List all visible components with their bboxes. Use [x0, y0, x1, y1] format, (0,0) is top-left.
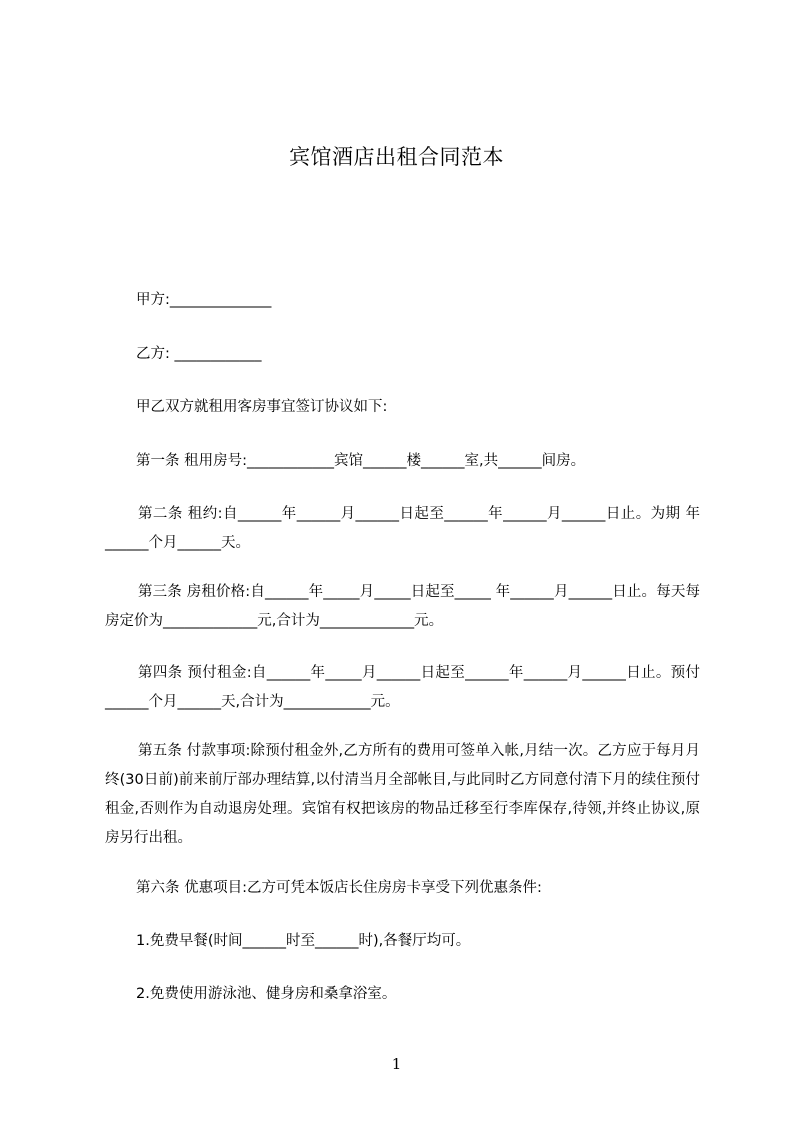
article-5-payment-terms: 第五条 付款事项:除预付租金外,乙方所有的费用可签单入帐,月结一次。乙方应于每月月终(30日前)前来前厅部办理结算,以付清当月全部帐目,与此同时乙方同意付清下月的续住预付租金,否则作为自动退房处理。宾馆有权把该房的物品迁移至行李库保存,待领,并终止协议,原房另行出租。: [105, 743, 700, 846]
discount-item-2: 2.免费使用游泳池、健身房和桑拿浴室。: [136, 986, 397, 1002]
article-6-discounts: 第六条 优惠项目:乙方可凭本饭店长住房房卡享受下列优惠条件:: [136, 880, 542, 896]
article-4-prepaid-rent: 第四条 预付租金:自______年_____月______日起至______年______月______日止。预付______个月______天,合计为____________元。: [105, 665, 700, 710]
article-3-room-price: 第三条 房租价格:自______年_____月_____日起至_____ 年______月______日止。每天每房定价为_____________元,合计为_____________元。: [105, 584, 700, 629]
agreement-intro: 甲乙双方就租用客房事宜签订协议如下:: [136, 399, 388, 415]
party-b-line: 乙方: ____________: [136, 346, 262, 362]
article-1-room-number: 第一条 租用房号:____________宾馆______楼______室,共______间房。: [136, 453, 586, 469]
party-a-line: 甲方:______________: [136, 292, 272, 308]
article-2-lease-term: 第二条 租约:自______年______月______日起至______年______月______日止。为期 年______个月______天。: [105, 506, 700, 551]
discount-item-1: 1.免费早餐(时间______时至______时),各餐厅均可。: [136, 933, 471, 949]
document-title: 宾馆酒店出租合同范本: [289, 145, 504, 169]
page-number: 1: [391, 1055, 402, 1073]
